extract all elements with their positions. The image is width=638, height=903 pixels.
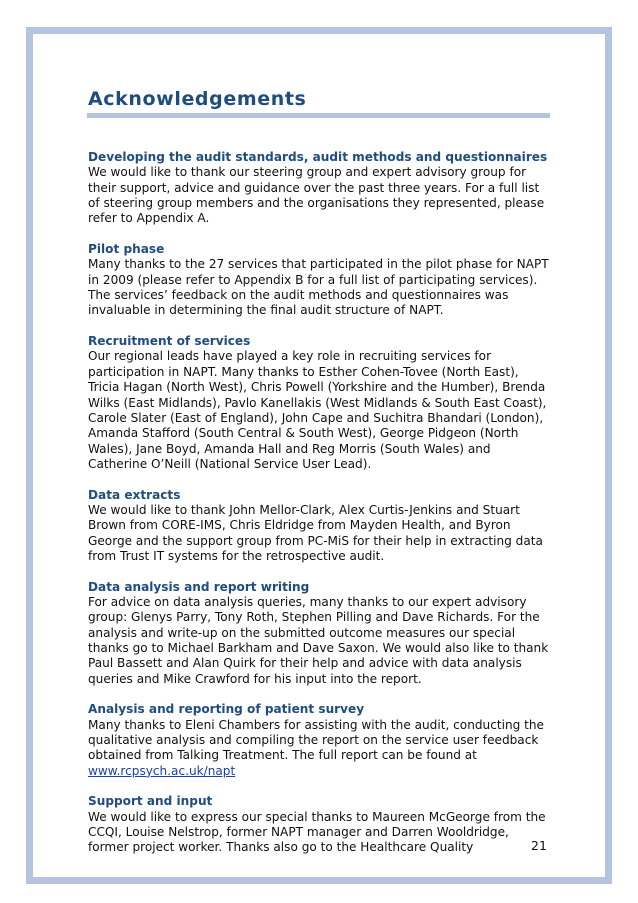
body-line: queries and Mike Crawford for his input into the report. — [88, 671, 422, 686]
body-line: thanks go to Michael Barkham and Dave Saxon. We would also like to thank — [88, 641, 549, 655]
body-line: The services’ feedback on the audit methods and questionnaires was — [88, 288, 509, 303]
body-line: George and the support group from PC-MiS for their help in extracting data — [88, 533, 543, 548]
body-line: analysis and write-up on the submitted outcome measures our special — [88, 625, 516, 640]
section-heading: Support and input — [88, 794, 213, 809]
section-heading: Developing the audit standards, audit methods and questionnaires — [88, 150, 548, 164]
body-line: from Trust IT systems for the retrospective audit. — [88, 548, 385, 563]
section-patient-survey — [88, 702, 558, 779]
body-line: their support, advice and guidance over the past three years. For a full list — [88, 180, 540, 195]
body-line: Our regional leads have played a key role in recruiting services for — [88, 349, 492, 364]
body-line: Carole Slater (East of England), John Cape and Suchitra Bhandari (London), — [88, 410, 544, 425]
section-recruitment — [88, 334, 558, 472]
section-heading: Recruitment of services — [88, 334, 251, 349]
section-heading: Data analysis and report writing — [88, 579, 310, 594]
section-data-extracts — [88, 488, 558, 565]
section-heading: Analysis and reporting of patient survey — [88, 702, 365, 717]
napt-website-link[interactable]: www.rcpsych.ac.uk/napt — [88, 763, 236, 778]
body-line: We would like to thank John Mellor-Clark, Alex Curtis-Jenkins and Stuart — [88, 502, 520, 517]
body-line: Many thanks to the 27 services that participated in the pilot phase for NAPT — [88, 257, 549, 272]
body-line: obtained from Talking Treatment. The full report can be found at — [88, 748, 477, 763]
body-line: participation in NAPT. Many thanks to Esther Cohen-Tovee (North East), — [88, 364, 519, 379]
body-line: Amanda Stafford (South Central & South West), George Pidgeon (North — [88, 426, 519, 441]
body-line: Wales), Jane Boyd, Amanda Hall and Reg Morris (South Wales) and — [88, 441, 491, 456]
body-line: Wilks (East Midlands), Pavlo Kanellakis (West Midlands & South East Coast), — [88, 395, 547, 410]
body-line: former project worker. Thanks also go to the Healthcare Quality — [88, 840, 474, 855]
body-line: invaluable in determining the final audit structure of NAPT. — [88, 303, 444, 318]
body-line: Catherine O’Neill (National Service User Lead). — [88, 456, 372, 471]
page-title: Acknowledgements — [88, 88, 307, 110]
body-line: qualitative analysis and compiling the report on the service user feedback — [88, 733, 539, 748]
body-line: Paul Bassett and Alan Quirk for their help and advice with data analysis — [88, 656, 522, 671]
body-line: Tricia Hagan (North West), Chris Powell (Yorkshire and the Humber), Brenda — [88, 380, 546, 395]
body-line: For advice on data analysis queries, many thanks to our expert advisory — [88, 594, 527, 609]
body-line: CCQI, Louise Nelstrop, former NAPT manager and Darren Wooldridge, — [88, 825, 509, 840]
body-line: in 2009 (please refer to Appendix B for a full list of participating services). — [88, 272, 538, 287]
body-line: of steering group members and the organisations they represented, please — [88, 196, 545, 211]
body-line: We would like to express our special thanks to Maureen McGeorge from the — [88, 809, 546, 824]
body-line: Brown from CORE-IMS, Chris Eldridge from Mayden Health, and Byron — [88, 518, 511, 533]
title-underline-rule — [87, 113, 550, 118]
section-developing-standards — [88, 150, 558, 227]
section-data-analysis — [88, 580, 558, 687]
section-heading: Pilot phase — [88, 242, 165, 257]
body-line: We would like to thank our steering group and expert advisory group for — [88, 165, 527, 180]
body-line: group: Glenys Parry, Tony Roth, Stephen Pilling and Dave Richards. For the — [88, 610, 540, 625]
page-number: 21 — [531, 838, 547, 853]
body-line: Many thanks to Eleni Chambers for assisting with the audit, conducting the — [88, 717, 544, 732]
document-body — [88, 150, 558, 871]
body-line: refer to Appendix A. — [88, 211, 210, 226]
section-support-input — [88, 794, 558, 855]
section-heading: Data extracts — [88, 487, 181, 502]
section-pilot-phase — [88, 242, 558, 319]
